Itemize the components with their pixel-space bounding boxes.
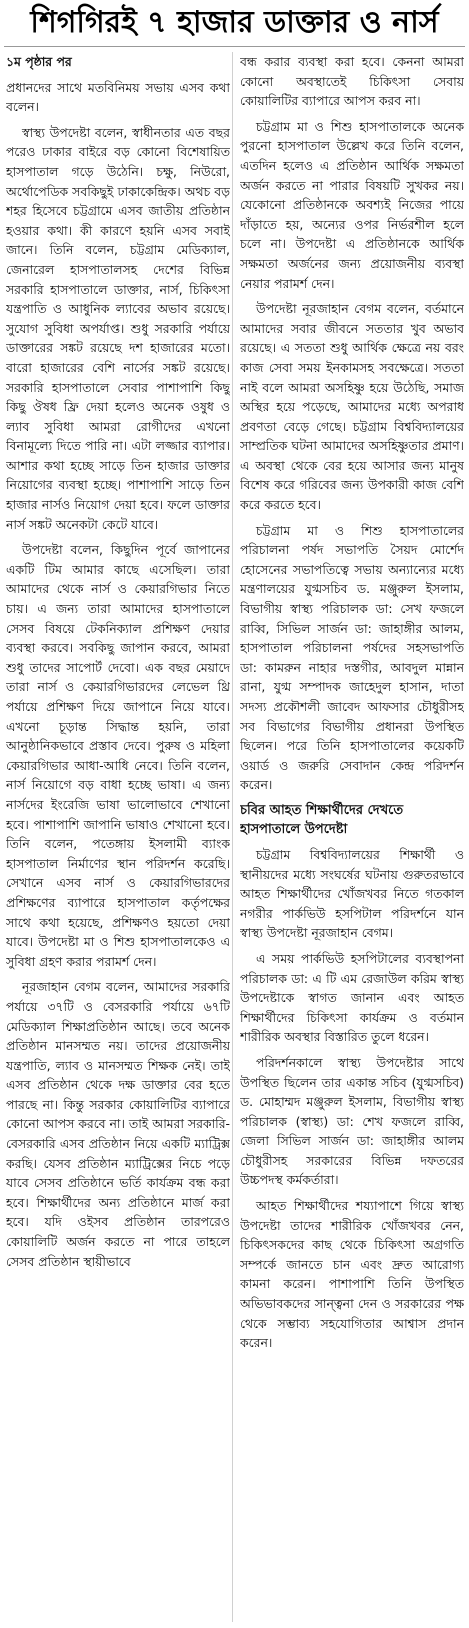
body-paragraph: চট্টগ্রাম মা ও শিশু হাসপাতালের পরিচালনা পর্ষদ সভাপতি সৈয়দ মোর্শেদ হোসেনের সভাপতিত্বে সভায় অন্যান্যের মধ্যে মন্ত্রণালয়ের যুগ্মসচিব ড. মঞ্জুরুল ইসলাম, বিভাগীয় স্বাস্থ্য পরিচালক ডা: সেখ ফজলে রাব্বি, সিভিল সার্জন ডা: জাহাঙ্গীর আলম, হাসপাতাল পরিচালনা পর্ষদের সহসভাপতি ডা: কামরুন নাহার দস্তগীর, আবদুল মান্নান রানা, যুগ্ম সম্পাদক জাহেদুল হাসান, দাতা সদস্য প্রকৌশলী জাবেদ আফসার চৌধুরীসহ সব বিভাগের বিভাগীয় প্রধানরা উপস্থিত ছিলেন। পরে তিনি হাসপাতালের কয়েকটি ওয়ার্ড ও জরুরি সেবাদান কেন্দ্র পরিদর্শন করেন। — [240, 522, 464, 793]
headline-rule — [4, 46, 465, 47]
body-paragraph: উপদেষ্টা বলেন, কিছুদিন পূর্বে জাপানের একটি টিম আমার কাছে এসেছিল। তারা আমাদের থেকে নার্স ও কেয়ারগিভার নিতে চায়। এ জন্য তারা আমাদের হাসপাতালে সেসব বিষয়ে টেকনিক্যাল প্রশিক্ষণ দেয়ার ব্যবস্থা করবে। সবকিছু জাপান করবে, আমরা শুধু তাদের সাপোর্ট দেবো। এক বছর মেয়াদে তারা নার্স ও কেয়ারগিভারদের লেভেল থ্রি পর্যায়ে প্রশিক্ষণ দিয়ে জাপানে নিয়ে যাবে। এখনো চূড়ান্ত সিদ্ধান্ত হয়নি, তারা আনুষ্ঠানিকভাবে প্রস্তাব দেবে। পুরুষ ও মহিলা কেয়ারগিভার আধা-আধি নেবে। তিনি বলেন, নার্স নিয়োগে বড় বাধা হচ্ছে ভাষা। এ জন্য নার্সদের ইংরেজি ভাষা ভালোভাবে শেখানো হবে। পাশাপাশি জাপানি ভাষাও শেখানো হবে। তিনি বলেন, পতেঙ্গায় ইসলামী ব্যাংক হাসপাতাল নির্মাণের স্থান পরিদর্শন করেছি। সেখানে এসব নার্স ও কেয়ারগিভারদের প্রশিক্ষণের ব্যাপারে হাসপাতাল কর্তৃপক্ষের সাথে কথা হয়েছে, প্রশিক্ষণও হয়তো দেয়া যাবে। উপদেষ্টা মা ও শিশু হাসপাতালকেও এ সুবিধা গ্রহণ করার পরামর্শ দেন। — [6, 542, 230, 969]
body-paragraph: বন্ধ করার ব্যবস্থা করা হবে। কেননা আমরা কোনো অবস্থাতেই চিকিৎসা সেবায় কোয়ালিটির ব্যাপারে আপস করব না। — [240, 54, 464, 109]
column-divider — [232, 52, 233, 1622]
body-paragraph: চট্টগ্রাম বিশ্ববিদ্যালয়ের শিক্ষার্থী ও স্থানীয়দের মধ্যে সংঘর্ষের ঘটনায় গুরুতরভাবে আহত শিক্ষার্থীদের খোঁজখবর নিতে গতকাল নগরীর পার্কভিউ হসপিটাল পরিদর্শনে যান স্বাস্থ্য উপদেষ্টা নূরজাহান বেগম। — [240, 846, 464, 941]
body-paragraph: প্রধানদের সাথে মতবিনিময় সভায় এসব কথা বলেন। — [6, 79, 230, 115]
body-paragraph: আহত শিক্ষার্থীদের শয্যাপাশে গিয়ে স্বাস্থ্য উপদেষ্টা তাদের শারীরিক খোঁজখবর নেন, চিকিৎসকদের কাছ থেকে চিকিৎসা অগ্রগতি সম্পর্কে জানতে চান এবং দ্রুত আরোগ্য কামনা করেন। পাশাপাশি তিনি উপস্থিত অভিভাবকদের সান্ত্বনা দেন ও সরকারের পক্ষ থেকে সম্ভাব্য সহযোগিতার আশ্বাস প্রদান করেন। — [240, 1198, 464, 1351]
subheading: চবির আহত শিক্ষার্থীদের দেখতে হাসপাতালে উপদেষ্টা — [240, 802, 404, 837]
headline: শিগগিরই ৭ হাজার ডাক্তার ও নার্স — [30, 4, 439, 40]
right-column — [240, 52, 464, 1622]
body-paragraph: উপদেষ্টা নূরজাহান বেগম বলেন, বর্তমানে আমাদের সবার জীবনে সততার খুব অভাব রয়েছে। এ সততা শুধু আর্থিক ক্ষেত্রে নয় বরং কাজ সেবা সময় ইনকামসহ সবক্ষেত্রে। সততা নাই বলে আমরা অসহিষ্ণু হয়ে উঠেছি, সমাজ অস্থির হয়ে পড়েছে, আমাদের মধ্যে অপরাধ প্রবণতা বেড়ে গেছে। চট্টগ্রাম বিশ্ববিদ্যালয়ের সাম্প্রতিক ঘটনা আমাদের অসহিষ্ণুতার প্রমাণ। এ অবস্থা থেকে বের হয়ে আসার জন্য মানুষ বিশেষ করে গরিবের জন্য উপকারী কাজ বেশি করে করতে হবে। — [240, 301, 464, 513]
left-column — [6, 52, 230, 1622]
body-paragraph: চট্টগ্রাম মা ও শিশু হাসপাতালকে অনেক পুরনো হাসপাতাল উল্লেখ করে তিনি বলেন, এতদিন হলেও এ প্রতিষ্ঠান আর্থিক সক্ষমতা অর্জন করতে না পারার বিষয়টি সুখকর নয়। যেকোনো প্রতিষ্ঠানকে অবশ্যই নিজের পায়ে দাঁড়াতে হয়, অন্যের ওপর নির্ভরশীল হলে চলে না। উপদেষ্টা এ প্রতিষ্ঠানকে আর্থিক সক্ষমতা অর্জনের জন্য প্রয়োজনীয় ব্যবস্থা নেয়ার পরামর্শ দেন। — [240, 118, 464, 291]
body-paragraph: এ সময় পার্কভিউ হসপিটালের ব্যবস্থাপনা পরিচালক ডা: এ টি এম রেজাউল করিম স্বাস্থ্য উপদেষ্টাকে স্বাগত জানান এবং আহত শিক্ষার্থীদের চিকিৎসা কার্যক্রম ও বর্তমান শারীরিক অবস্থার বিস্তারিত তুলে ধরেন। — [240, 950, 464, 1045]
body-paragraph: নূরজাহান বেগম বলেন, আমাদের সরকারি পর্যায়ে ৩৭টি ও বেসরকারি পর্যায়ে ৬৭টি মেডিক্যাল শিক্ষাপ্রতিষ্ঠান আছে। তবে অনেক প্রতিষ্ঠান মানসম্মত নয়। তাদের প্রয়োজনীয় যন্ত্রপাতি, ল্যাব ও মানসম্মত শিক্ষক নেই। তাই এসব প্রতিষ্ঠান থেকে দক্ষ ডাক্তার বের হতে পারছে না। কিন্তু সরকার কোয়ালিটির ব্যাপারে কোনো আপস করবে না। তাই আমরা সরকারি-বেসরকারি এসব প্রতিষ্ঠান নিয়ে একটি ম্যাট্রিক্স করছি। যেসব প্রতিষ্ঠান ম্যাট্রিক্সের নিচে পড়ে যাবে সেসব প্রতিষ্ঠানে ভর্তি কার্যক্রম বন্ধ করা হবে। শিক্ষার্থীদের অন্য প্রতিষ্ঠানে মার্জ করা হবে। যদি ওইসব প্রতিষ্ঠান তারপরেও কোয়ালিটি অর্জন করতে না পারে তাহলে সেসব প্রতিষ্ঠান স্থায়ীভাবে — [6, 979, 230, 1269]
body-paragraph: পরিদর্শনকালে স্বাস্থ্য উপদেষ্টার সাথে উপস্থিত ছিলেন তার একান্ত সচিব (যুগ্মসচিব) ড. মোহাম্মদ মঞ্জুরুল ইসলাম, বিভাগীয় স্বাস্থ্য পরিচালক (স্বাস্থ্য) ডা: শেখ ফজলে রাব্বি, জেলা সিভিল সার্জন ডা: জাহাঙ্গীর আলম চৌধুরীসহ সরকারের বিভিন্ন দফতরের উচ্চপদস্থ কর্মকর্তারা। — [240, 1054, 464, 1188]
jump-line — [6, 52, 230, 72]
body-paragraph: স্বাস্থ্য উপদেষ্টা বলেন, স্বাধীনতার এত বছর পরেও ঢাকার বাইরে বড় কোনো বিশেষায়িত হাসপাতাল গড়ে উঠেনি। চক্ষু, নিউরো, অর্থোপেডিক সবকিছুই ঢাকাকেন্দ্রিক। অথচ বড় শহর হিসেবে চট্টগ্রামে এসব জাতীয় প্রতিষ্ঠান হওয়ার কথা। কী কারণে হয়নি এসব সবাই জানে। তিনি বলেন, চট্টগ্রাম মেডিক্যাল, জেনারেল হাসপাতালসহ দেশের বিভিন্ন সরকারি হাসপাতালে ডাক্তার, নার্স, চিকিৎসা যন্ত্রপাতি ও আধুনিক ল্যাবের অভাব রয়েছে। সুযোগ সুবিধা অপর্যাপ্ত। শুধু সরকারি পর্যায়ে ডাক্তারের সঙ্কট রয়েছে দশ হাজারের মতো। বারো হাজারের বেশি নার্সের সঙ্কট রয়েছে। সরকারি হাসপাতালে সেবার পাশাপাশি কিছু কিছু ঔষধ ফ্রি দেয়া হলেও অনেক ওষুধ ও ল্যাব সুবিধা আমরা রোগীদের এখনো বিনামূল্যে দিতে পারি না। এটা লজ্জার ব্যাপার। আশার কথা হচ্ছে সাড়ে তিন হাজার ডাক্তার নিয়োগের ব্যবস্থা হচ্ছে। পাশাপাশি সাড়ে তিন হাজার নার্সও নিয়োগ দেয়া হবে। ফলে ডাক্তার নার্স সঙ্কট অনেকটা কেটে যাবে। — [6, 124, 230, 532]
jump-label: ১ম পৃষ্ঠার পর — [6, 54, 72, 69]
